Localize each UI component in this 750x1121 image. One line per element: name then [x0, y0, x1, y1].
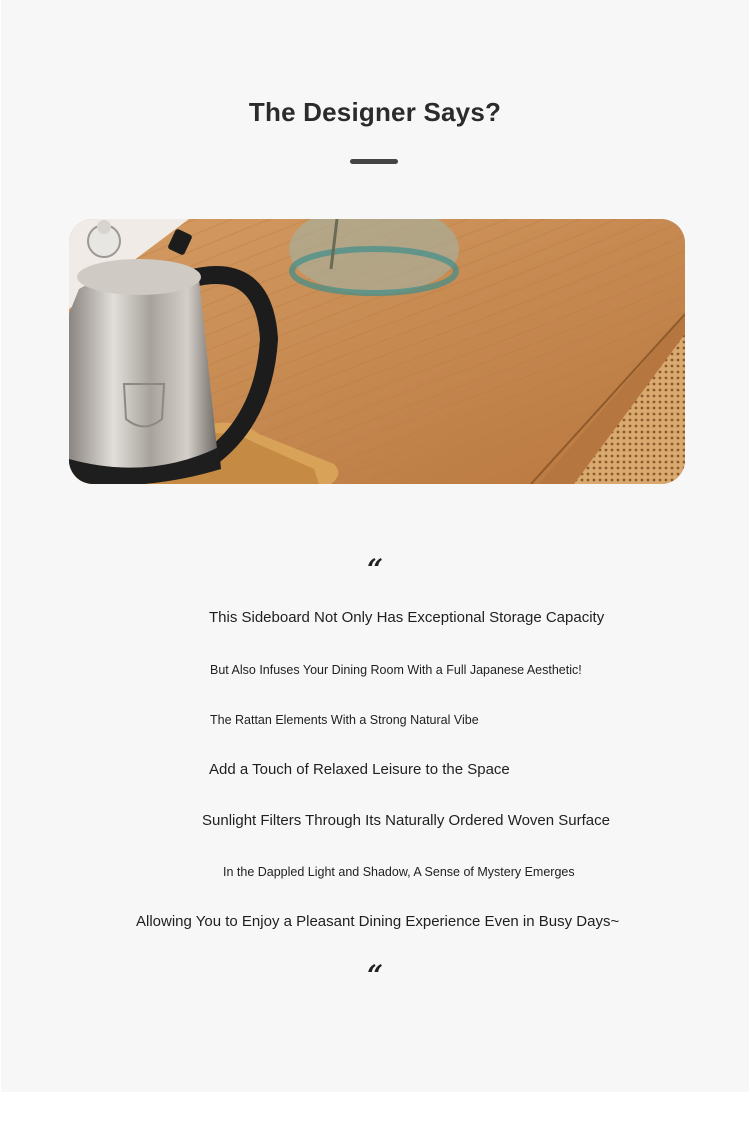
quote-line-5: Sunlight Filters Through Its Naturally Ordered Woven Surface [202, 812, 610, 829]
quote-line-4: Add a Touch of Relaxed Leisure to the Space [209, 761, 510, 778]
designer-section [1, 0, 749, 1092]
open-quote-mark: “ [366, 553, 384, 586]
quote-line-3: The Rattan Elements With a Strong Natural Vibe [210, 713, 479, 727]
quote-line-1: This Sideboard Not Only Has Exceptional Storage Capacity [209, 609, 605, 626]
close-quote-mark: “ [366, 959, 384, 992]
quote-line-6: In the Dappled Light and Shadow, A Sense of Mystery Emerges [223, 865, 575, 879]
quote-line-7: Allowing You to Enjoy a Pleasant Dining Experience Even in Busy Days~ [136, 913, 620, 930]
section-title: The Designer Says? [248, 97, 502, 127]
title-underline [350, 159, 398, 164]
quote-line-2: But Also Infuses Your Dining Room With a Full Japanese Aesthetic! [210, 663, 582, 677]
product-photo [69, 219, 685, 484]
kettle-sideboard-image [69, 219, 685, 484]
